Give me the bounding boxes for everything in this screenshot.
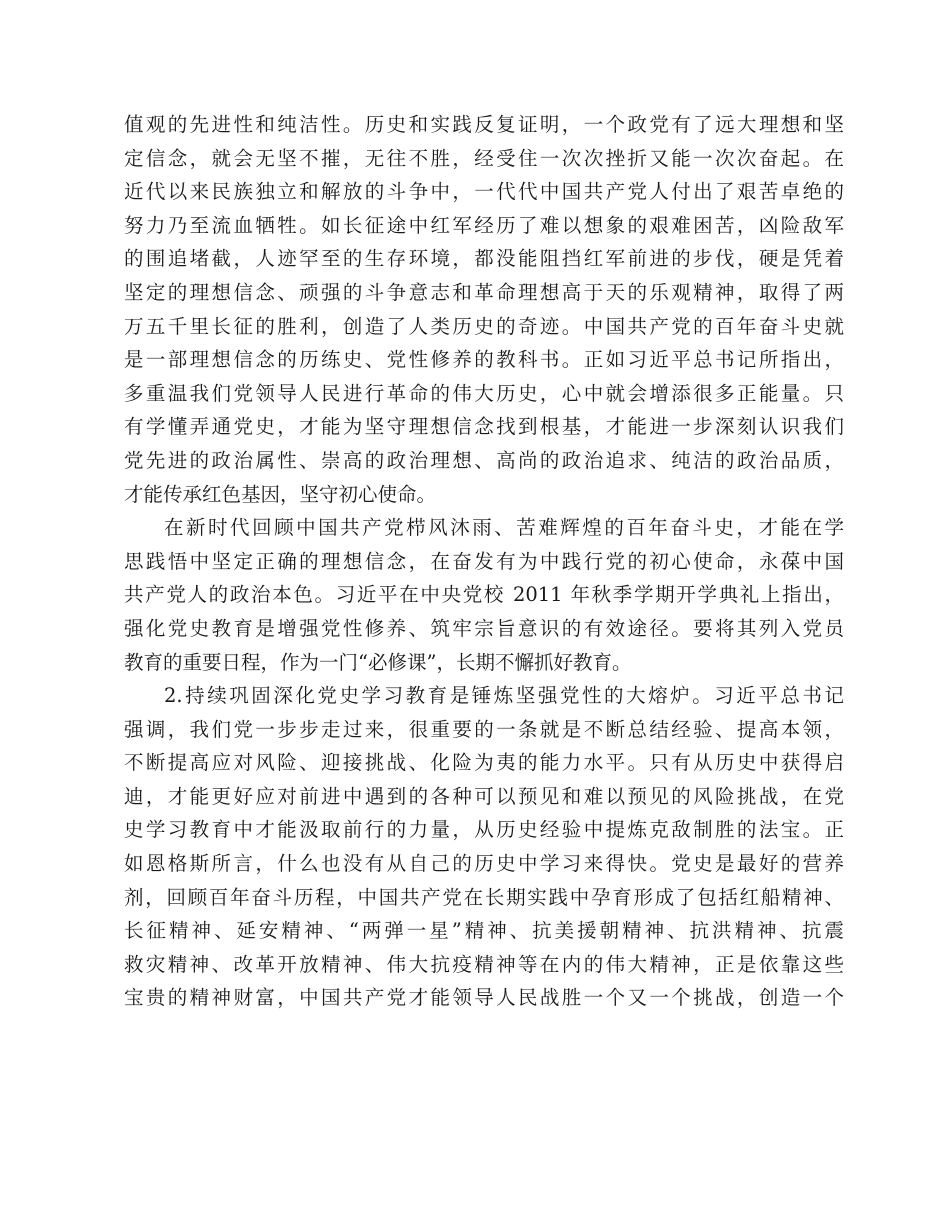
- text-line-27: 宝贵的精神财富，中国共产党才能领导人民战胜一个又一个挑战，创造一个: [124, 986, 844, 1010]
- text-line-19: 强调，我们党一步步走过来，很重要的一条就是不断总结经验、提高本领，: [124, 717, 844, 741]
- text-line-12: 才能传承红色基因，坚守初心使命。: [124, 482, 437, 506]
- text-line-24: 剂，回顾百年奋斗历程，中国共产党在长期实践中孕育形成了包括红船精神、: [124, 885, 844, 909]
- text-line-15: 共产党人的政治本色。习近平在中央党校 2011 年秋季学期开学典礼上指出，: [124, 583, 844, 607]
- text-line-8: 是一部理想信念的历练史、党性修养的教科书。正如习近平总书记所指出，: [124, 348, 844, 372]
- text-line-23: 如恩格斯所言，什么也没有从自己的历史中学习来得快。党史是最好的营养: [124, 852, 844, 876]
- text-line-16: 强化党史教育是增强党性修养、筑牢宗旨意识的有效途径。要将其列入党员: [124, 616, 844, 640]
- body-text: [124, 108, 844, 1015]
- text-line-11: 党先进的政治属性、崇高的政治理想、高尚的政治追求、纯洁的政治品质，: [124, 448, 844, 472]
- text-line-9: 多重温我们党领导人民进行革命的伟大历史，心中就会增添很多正能量。只: [124, 381, 844, 405]
- text-line-7: 万五千里长征的胜利，创造了人类历史的奇迹。中国共产党的百年奋斗史就: [124, 314, 844, 338]
- text-line-17: 教育的重要日程，作为一门“必修课”，长期不懈抓好教育。: [124, 650, 632, 674]
- text-line-14: 思践悟中坚定正确的理想信念，在奋发有为中践行党的初心使命，永葆中国: [124, 549, 844, 573]
- text-line-22: 史学习教育中才能汲取前行的力量，从历史经验中提炼克敌制胜的法宝。正: [124, 818, 844, 842]
- text-line-21: 迪，才能更好应对前进中遇到的各种可以预见和难以预见的风险挑战，在党: [124, 784, 844, 808]
- text-line-25: 长征精神、延安精神、“两弹一星”精神、抗美援朝精神、抗洪精神、抗震: [124, 919, 844, 943]
- text-line-10: 有学懂弄通党史，才能为坚守理想信念找到根基，才能进一步深刻认识我们: [124, 415, 844, 439]
- text-line-3: 近代以来民族独立和解放的斗争中，一代代中国共产党人付出了艰苦卓绝的: [124, 180, 844, 204]
- text-line-6: 坚定的理想信念、顽强的斗争意志和革命理想高于天的乐观精神，取得了两: [124, 280, 844, 304]
- text-line-13: 在新时代回顾中国共产党栉风沐雨、苦难辉煌的百年奋斗史，才能在学: [164, 516, 844, 540]
- text-line-4: 努力乃至流血牺牲。如长征途中红军经历了难以想象的艰难困苦，凶险敌军: [124, 213, 844, 237]
- text-line-26: 救灾精神、改革开放精神、伟大抗疫精神等在内的伟大精神，正是依靠这些: [124, 952, 844, 976]
- text-line-20: 不断提高应对风险、迎接挑战、化险为夷的能力水平。只有从历史中获得启: [124, 751, 844, 775]
- text-line-2: 定信念，就会无坚不摧，无往不胜，经受住一次次挫折又能一次次奋起。在: [124, 146, 844, 170]
- text-line-18: 2.持续巩固深化党史学习教育是锤炼坚强党性的大熔炉。习近平总书记: [164, 684, 844, 708]
- text-line-5: 的围追堵截，人迹罕至的生存环境，都没能阻挡红军前进的步伐，硬是凭着: [124, 247, 844, 271]
- text-line-1: 值观的先进性和纯洁性。历史和实践反复证明，一个政党有了远大理想和坚: [124, 113, 844, 136]
